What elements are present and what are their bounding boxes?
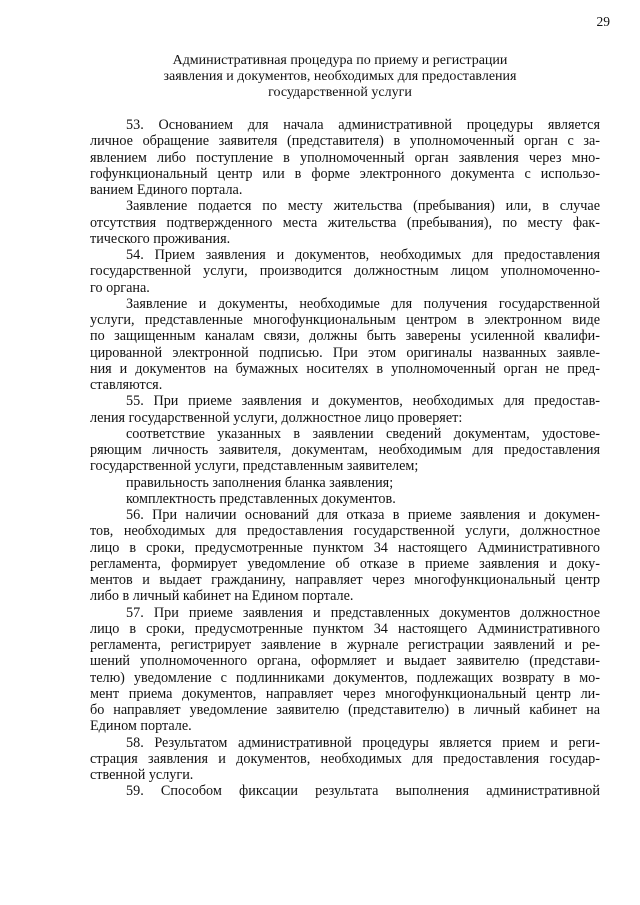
text-line: бо направляет уведомление заявителю (представителю) в личный кабинет на	[90, 702, 600, 718]
text-line: тов, необходимых для предоставления государственной услуги, должностное	[90, 523, 600, 540]
text-line: ванием Единого портала.	[90, 182, 243, 198]
paragraph	[90, 735, 600, 784]
text-line: по защищенным каналам связи, должны быть заверены усиленной квалифи-	[90, 328, 600, 345]
text-line: лицо в сроки, предусмотренные пунктом 34 настоящего Административного	[90, 620, 600, 637]
body-text	[90, 117, 600, 800]
text-line: страция заявления и документов, необходимых для предоставления государ-	[90, 750, 600, 767]
text-line: Едином портале.	[90, 718, 192, 735]
text-line: ления государственной услуги, должностное лицо проверяет:	[90, 409, 463, 426]
text-line: ставляются.	[90, 377, 163, 393]
text-line: ментов и выдает гражданину, направляет через многофункциональный центр	[90, 572, 600, 588]
text-line: 58. Результатом административной процедуры является прием и реги-	[126, 734, 600, 751]
text-line: Заявление и документы, необходимые для получения государственной	[126, 295, 600, 312]
text-line: 57. При приеме заявления и представленных документов должностное	[126, 604, 600, 621]
text-line: Заявление подается по месту жительства (пребывания) или, в случае	[126, 198, 600, 215]
heading-line: Административная процедура по приему и регистрации	[172, 53, 508, 68]
text-line: ственной услуги.	[90, 767, 194, 783]
paragraph	[90, 605, 600, 735]
heading-line: государственной услуги	[268, 85, 412, 100]
text-line: явлением либо поступление в уполномоченный орган заявления через мно-	[90, 149, 600, 166]
text-line: услуги, представленные многофункциональным центром в электронном виде	[90, 312, 600, 328]
page-number: 29	[596, 14, 610, 29]
text-line: 59. Способом фиксации результата выполнения административной	[126, 783, 600, 800]
paragraph	[90, 783, 600, 799]
paragraph	[90, 296, 600, 394]
text-line: 55. При приеме заявления и документов, необходимых для предостав-	[126, 393, 600, 410]
text-line: государственной услуги, представленным заявителем;	[90, 458, 419, 475]
text-line: го органа.	[90, 279, 150, 296]
text-line: комплектность представленных документов.	[126, 490, 396, 507]
text-line: регламента, регистрирует заявление в журнале регистрации заявлений и ре-	[90, 637, 600, 653]
text-line: 54. Прием заявления и документов, необходимых для предоставления	[126, 247, 600, 263]
text-line: правильность заполнения бланка заявления;	[126, 474, 394, 491]
text-line: шений уполномоченного органа, оформляет и выдает заявителю (представи-	[90, 653, 600, 670]
paragraph	[90, 426, 600, 475]
text-line: регламента, формирует уведомление об отказе в приеме заявления и доку-	[90, 555, 600, 572]
paragraph	[90, 507, 600, 605]
text-line: лицо в сроки, предусмотренные пунктом 34 настоящего Административного	[90, 539, 600, 556]
paragraph	[90, 247, 600, 296]
text-line: тического проживания.	[90, 230, 231, 247]
paragraph	[90, 491, 600, 507]
paragraph	[90, 198, 600, 247]
text-line: 53. Основанием для начала административной процедуры является	[126, 117, 600, 133]
text-line: цированной электронной подписью. При этом оригиналы названных заявле-	[90, 344, 600, 361]
text-line: отсутствия подтвержденного места жительства (пребывания), по месту фак-	[90, 214, 600, 231]
text-line: мент приема документов, направляет через многофункциональный центр ли-	[90, 685, 600, 702]
paragraph	[90, 393, 600, 426]
section-heading	[90, 53, 590, 101]
paragraph	[90, 475, 600, 491]
text-line: гофункциональный центр или в форме электронного документа с использо-	[90, 165, 600, 182]
text-line: 56. При наличии оснований для отказа в приеме заявления и докумен-	[126, 507, 600, 523]
text-line: государственной услуги, производится должностным лицом уполномоченно-	[90, 263, 600, 280]
heading-line: заявления и документов, необходимых для предоставления	[163, 69, 517, 84]
text-line: личное обращение заявителя (представителя) в уполномоченный орган с за-	[90, 133, 600, 150]
paragraph	[90, 117, 600, 198]
text-line: ряющим личность заявителя, документам, необходимым для предоставления	[90, 442, 600, 458]
text-line: ния и документов на бумажных носителях в уполномоченный орган не пред-	[90, 360, 600, 377]
text-line: соответствие указанных в заявлении сведений документам, удостове-	[126, 425, 600, 442]
text-line: телю) уведомление с подлинниками документов, подлежащих возврату в мо-	[90, 669, 600, 686]
text-line: либо в личный кабинет на Едином портале.	[90, 588, 354, 605]
